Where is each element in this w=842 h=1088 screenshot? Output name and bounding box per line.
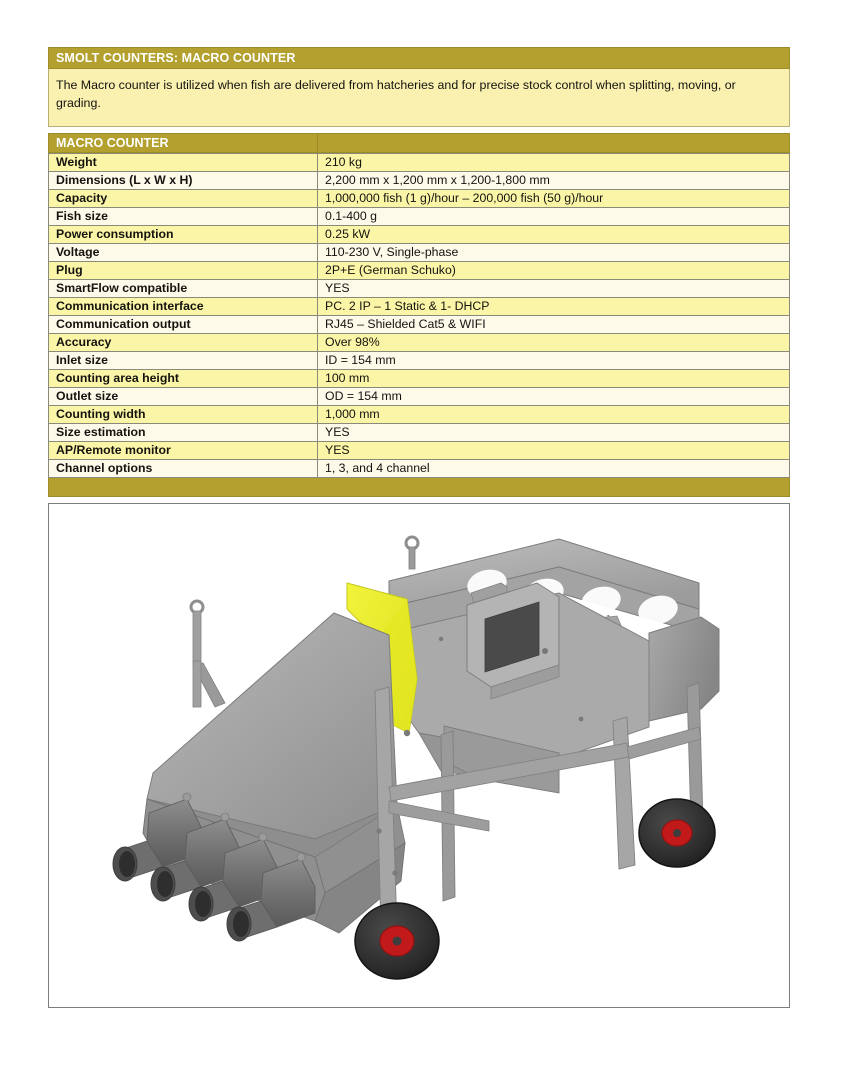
spec-label: Channel options	[49, 460, 318, 478]
spec-label: Outlet size	[49, 388, 318, 406]
wheel-rear	[639, 799, 715, 867]
spec-value: 2,200 mm x 1,200 mm x 1,200-1,800 mm	[318, 172, 790, 190]
spec-table-body	[49, 154, 790, 478]
spec-label: Inlet size	[49, 352, 318, 370]
table-row	[49, 370, 790, 388]
spec-value: PC. 2 IP – 1 Static & 1- DHCP	[318, 298, 790, 316]
spec-label: Power consumption	[49, 226, 318, 244]
table-row	[49, 154, 790, 172]
spec-value: YES	[318, 424, 790, 442]
spec-value: OD = 154 mm	[318, 388, 790, 406]
spec-label: Communication output	[49, 316, 318, 334]
spec-value: 1,000 mm	[318, 406, 790, 424]
spec-value: ID = 154 mm	[318, 352, 790, 370]
spec-label: Counting width	[49, 406, 318, 424]
column-divider	[317, 134, 318, 152]
spec-label: Plug	[49, 262, 318, 280]
spec-label: Capacity	[49, 190, 318, 208]
spec-value: 100 mm	[318, 370, 790, 388]
spec-value: 210 kg	[318, 154, 790, 172]
spec-value: RJ45 – Shielded Cat5 & WIFI	[318, 316, 790, 334]
content-column	[48, 47, 790, 1008]
intro-block	[48, 69, 790, 127]
spec-value: Over 98%	[318, 334, 790, 352]
spec-table-footer-bar	[48, 478, 790, 497]
spec-value: YES	[318, 280, 790, 298]
spec-label: Weight	[49, 154, 318, 172]
table-row	[49, 298, 790, 316]
spec-label: Size estimation	[49, 424, 318, 442]
table-row	[49, 406, 790, 424]
lift-eye-rear	[406, 537, 418, 569]
table-row	[49, 244, 790, 262]
table-row	[49, 172, 790, 190]
macro-counter-illustration	[89, 521, 749, 991]
lift-handle-left	[191, 601, 225, 707]
spec-value: 1, 3, and 4 channel	[318, 460, 790, 478]
spec-label: AP/Remote monitor	[49, 442, 318, 460]
spec-value: YES	[318, 442, 790, 460]
spec-label: Counting area height	[49, 370, 318, 388]
spec-table-header-label: MACRO COUNTER	[56, 136, 169, 150]
table-row	[49, 316, 790, 334]
spec-value: 0.25 kW	[318, 226, 790, 244]
spec-table	[48, 153, 790, 478]
spec-label: SmartFlow compatible	[49, 280, 318, 298]
table-row	[49, 460, 790, 478]
spec-label: Dimensions (L x W x H)	[49, 172, 318, 190]
section-title-bar: SMOLT COUNTERS: MACRO COUNTER	[48, 47, 790, 69]
spec-value: 0.1-400 g	[318, 208, 790, 226]
spec-label: Accuracy	[49, 334, 318, 352]
table-row	[49, 190, 790, 208]
spec-label: Communication interface	[49, 298, 318, 316]
spec-value: 110-230 V, Single-phase	[318, 244, 790, 262]
spec-table-header	[48, 133, 790, 153]
table-row	[49, 352, 790, 370]
table-row	[49, 388, 790, 406]
table-row	[49, 442, 790, 460]
table-row	[49, 226, 790, 244]
spec-label: Fish size	[49, 208, 318, 226]
section-description: The Macro counter is utilized when fish are delivered from hatcheries and for precise stock control when splitting, moving, or grading.	[56, 78, 736, 110]
table-row	[49, 262, 790, 280]
spec-label: Voltage	[49, 244, 318, 262]
table-row	[49, 280, 790, 298]
table-row	[49, 334, 790, 352]
wheel-front	[355, 903, 439, 979]
spec-value: 2P+E (German Schuko)	[318, 262, 790, 280]
spec-value: 1,000,000 fish (1 g)/hour – 200,000 fish (50 g)/hour	[318, 190, 790, 208]
table-row	[49, 208, 790, 226]
table-row	[49, 424, 790, 442]
product-image-panel	[48, 503, 790, 1008]
